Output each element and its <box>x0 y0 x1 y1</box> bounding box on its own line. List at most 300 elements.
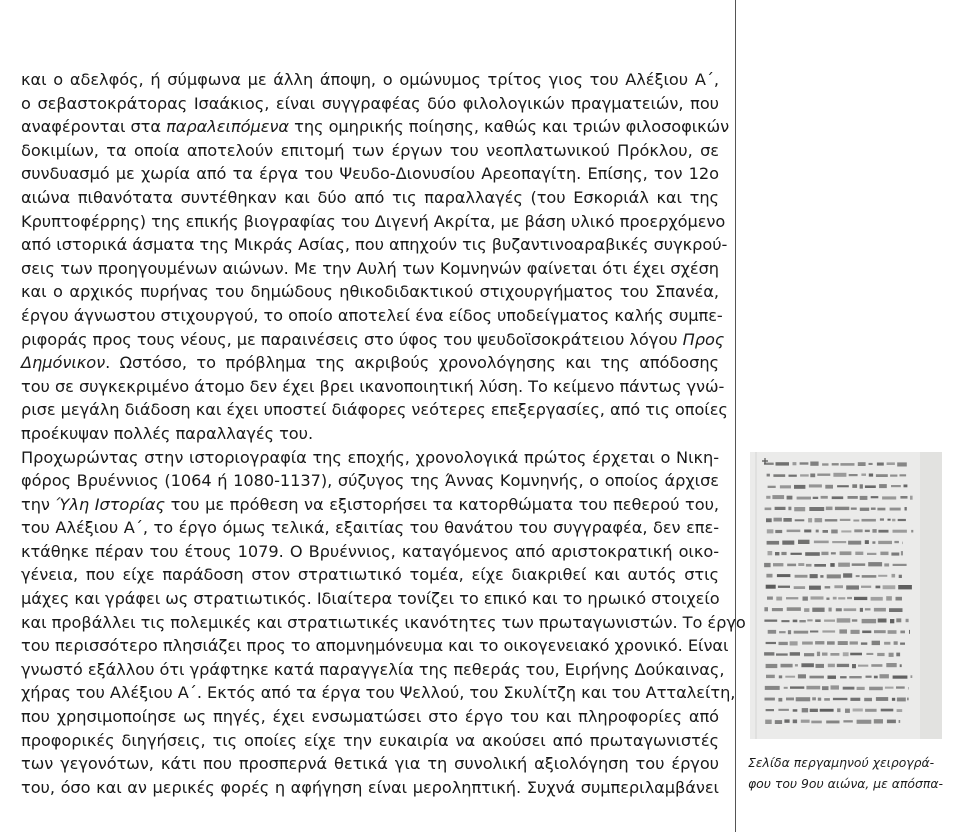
manuscript-stroke <box>887 720 896 724</box>
manuscript-stroke <box>816 530 819 533</box>
manuscript-stroke <box>840 519 851 521</box>
manuscript-stroke <box>878 530 888 533</box>
text-line <box>21 634 729 658</box>
manuscript-stroke <box>843 573 852 577</box>
manuscript-stroke <box>806 564 812 567</box>
manuscript-stroke <box>869 463 873 465</box>
manuscript-stroke <box>854 597 867 600</box>
manuscript-stroke <box>767 541 780 545</box>
manuscript-stroke <box>794 485 805 489</box>
manuscript-stroke <box>893 676 908 679</box>
text-line <box>21 611 746 635</box>
manuscript-stroke <box>820 709 834 712</box>
text-line <box>21 398 728 422</box>
manuscript-stroke <box>766 496 770 499</box>
text-line <box>21 540 719 564</box>
manuscript-stroke <box>896 618 901 622</box>
manuscript-stroke <box>893 564 907 566</box>
text-line <box>21 446 719 470</box>
manuscript-stroke <box>794 586 805 589</box>
manuscript-stroke <box>764 652 774 655</box>
manuscript-stroke <box>878 619 887 623</box>
manuscript-stroke <box>884 563 889 566</box>
manuscript-stroke <box>820 575 823 578</box>
manuscript-stroke <box>832 496 844 499</box>
manuscript-stroke <box>871 597 883 601</box>
manuscript-stroke <box>804 653 814 656</box>
manuscript-stroke <box>799 620 805 622</box>
manuscript-stroke <box>911 675 913 678</box>
manuscript-stroke <box>902 542 903 545</box>
manuscript-stroke <box>764 620 777 622</box>
text-line <box>21 681 736 705</box>
manuscript-stroke <box>868 562 882 566</box>
manuscript-stroke <box>809 586 821 590</box>
manuscript-stroke <box>826 507 833 511</box>
manuscript-stroke <box>783 518 791 522</box>
manuscript-stroke <box>785 676 795 678</box>
manuscript-stroke <box>817 652 820 656</box>
manuscript-stroke <box>801 663 814 667</box>
manuscript-stroke <box>861 642 867 644</box>
manuscript-stroke <box>833 473 846 477</box>
text-line <box>21 516 719 540</box>
manuscript-stroke <box>877 653 884 656</box>
manuscript-stroke <box>814 564 826 567</box>
manuscript-stroke <box>828 676 837 679</box>
manuscript-stroke <box>874 676 878 679</box>
manuscript-stroke <box>791 553 802 555</box>
manuscript-stroke <box>849 474 858 476</box>
manuscript-stroke <box>767 474 770 477</box>
manuscript-stroke <box>872 529 876 533</box>
manuscript-stroke <box>833 698 848 700</box>
manuscript-stroke <box>766 585 776 589</box>
manuscript-stroke <box>801 720 810 723</box>
manuscript-stroke <box>876 474 888 477</box>
manuscript-stroke <box>886 596 892 600</box>
manuscript-stroke <box>764 563 771 567</box>
manuscript-stroke <box>853 709 863 712</box>
manuscript-stroke <box>766 642 776 644</box>
italic-title-span: Προς <box>682 329 725 349</box>
manuscript-stroke <box>900 643 905 645</box>
manuscript-stroke <box>774 518 782 522</box>
manuscript-stroke <box>811 721 822 724</box>
manuscript-stroke <box>880 518 884 520</box>
text-span: αναφέρονται στα <box>21 117 167 137</box>
text-line <box>21 257 719 281</box>
manuscript-stroke <box>824 698 830 701</box>
text-line <box>21 186 719 210</box>
manuscript-stroke <box>853 520 859 522</box>
manuscript-stroke <box>879 484 887 488</box>
manuscript-stroke <box>833 597 837 600</box>
text-span: και ο αρχικός πυρήνας του δημώδους ηθικοδιδακτικού στιχουργήματος του Σπανέα, <box>21 282 719 302</box>
manuscript-image <box>750 452 942 739</box>
manuscript-stroke <box>812 608 824 612</box>
text-span: κτάθηκε πέραν του έτους 1079. Ο Βρυέννιος, καταγόμενος από αριστοκρατική οικο- <box>21 541 719 561</box>
manuscript-stroke <box>814 541 829 544</box>
manuscript-stroke <box>890 619 894 623</box>
manuscript-stroke <box>880 674 889 678</box>
manuscript-stroke <box>855 552 863 555</box>
manuscript-stroke <box>881 709 894 712</box>
manuscript-stroke <box>900 631 905 634</box>
manuscript-stroke <box>794 507 805 511</box>
manuscript-stroke <box>844 608 857 611</box>
manuscript-stroke <box>822 653 828 656</box>
manuscript-stroke <box>882 496 896 499</box>
manuscript-stroke <box>802 642 813 645</box>
manuscript-stroke <box>907 698 908 701</box>
manuscript-stroke <box>837 485 849 487</box>
manuscript-stroke <box>865 540 869 544</box>
manuscript-stroke <box>787 530 801 533</box>
manuscript-stroke <box>865 608 871 610</box>
manuscript-stroke <box>787 496 793 500</box>
manuscript-stroke <box>896 597 903 601</box>
manuscript-stroke <box>889 653 894 657</box>
text-span: προφορικές διηγήσεις, τις οποίες είχε την ευκαιρία να ακούσει από πρωταγωνιστές <box>21 730 719 750</box>
manuscript-stroke <box>826 721 839 724</box>
text-line <box>21 328 725 352</box>
text-line <box>21 705 719 729</box>
manuscript-stroke <box>778 586 790 588</box>
text-line <box>21 139 719 163</box>
caption-line-2: φου του 9ου αιώνα, με απόσπα- <box>748 776 943 791</box>
manuscript-stroke <box>810 462 818 466</box>
manuscript-stroke <box>857 687 865 690</box>
text-span: ο σεβαστοκράτορας Ισαάκιος, είναι συγγραφέας δύο φιλολογικών πραγματειών, που <box>21 93 719 113</box>
manuscript-stroke <box>784 687 788 689</box>
manuscript-stroke <box>860 508 869 511</box>
italic-title-span: παραλειπόμενα <box>166 117 290 137</box>
text-span: του Αλέξιου Α΄, το έργο όμως τελικά, εξαιτίας του θανάτου του συγγραφέα, δεν επε- <box>21 518 719 538</box>
manuscript-stroke <box>883 585 896 589</box>
manuscript-stroke <box>800 462 809 464</box>
manuscript-stroke <box>798 674 806 678</box>
manuscript-stroke <box>815 619 821 622</box>
manuscript-stroke <box>817 474 830 476</box>
manuscript-stroke <box>848 496 858 499</box>
text-line <box>21 563 719 587</box>
manuscript-stroke <box>843 720 852 722</box>
manuscript-stroke <box>766 709 774 711</box>
manuscript-stroke <box>779 675 782 678</box>
manuscript-stroke <box>825 519 838 521</box>
text-span: έργου άγνωστου στιχουργού, το οποίο αποτελεί ένα είδος υποδείγματος καλής συμπε- <box>21 305 723 325</box>
text-line <box>21 422 719 446</box>
manuscript-stroke <box>894 641 898 645</box>
text-line <box>21 304 723 328</box>
manuscript-stroke <box>885 687 894 689</box>
text-line <box>21 115 730 139</box>
manuscript-stroke <box>800 474 809 476</box>
manuscript-stroke <box>897 462 907 466</box>
manuscript-stroke <box>818 698 821 701</box>
manuscript-stroke <box>827 574 841 578</box>
manuscript-stroke <box>910 496 913 500</box>
manuscript-stroke <box>788 630 791 634</box>
manuscript-stroke <box>825 485 833 489</box>
manuscript-stroke <box>899 575 902 578</box>
manuscript-stroke <box>830 563 834 567</box>
manuscript-stroke <box>775 507 786 510</box>
manuscript-stroke <box>852 664 856 668</box>
text-line <box>21 210 726 234</box>
manuscript-stroke <box>789 475 797 477</box>
manuscript-stroke <box>830 653 839 656</box>
manuscript-stroke <box>766 574 772 578</box>
manuscript-stroke <box>837 708 840 712</box>
manuscript-stroke <box>871 496 879 498</box>
text-line <box>21 351 719 375</box>
manuscript-stroke <box>772 495 784 499</box>
manuscript-stroke <box>798 540 810 544</box>
manuscript-stroke <box>847 597 852 599</box>
manuscript-stroke <box>894 541 899 543</box>
manuscript-stroke <box>850 641 858 644</box>
manuscript-stroke <box>804 530 811 533</box>
manuscript-stroke <box>878 575 887 577</box>
manuscript-stroke <box>787 564 796 567</box>
manuscript-stroke <box>765 698 775 701</box>
manuscript-stroke <box>788 507 791 511</box>
manuscript-stroke <box>874 719 883 723</box>
manuscript-stroke <box>874 608 886 612</box>
manuscript-stroke <box>869 474 873 477</box>
manuscript-stroke <box>831 530 838 534</box>
manuscript-stroke <box>786 698 794 701</box>
text-span: γένεια, που είχε παράδοση στον στρατιωτικό τομέα, είχε διακριθεί και αυτός στις <box>21 565 719 585</box>
manuscript-stroke <box>822 630 835 632</box>
caption-line-1: Σελίδα περγαμηνού χειρογρά- <box>748 755 935 770</box>
manuscript-stroke <box>872 641 880 645</box>
manuscript-stroke <box>802 708 808 712</box>
manuscript-stroke <box>909 630 910 634</box>
manuscript-stroke <box>810 574 818 578</box>
manuscript-stroke <box>878 541 892 544</box>
manuscript-stroke <box>781 620 789 622</box>
manuscript-stroke <box>871 508 876 510</box>
manuscript-stroke <box>896 686 905 688</box>
manuscript-stroke <box>815 641 824 644</box>
manuscript-stroke <box>782 541 794 545</box>
manuscript-stroke <box>795 519 805 521</box>
manuscript-stroke <box>858 665 868 667</box>
text-span: και ο αδελφός, ή σύμφωνα με άλλη άποψη, ο ομώνυμος τρίτος γιος του Αλέξιου Α΄, <box>21 70 719 89</box>
manuscript-stroke <box>893 530 907 533</box>
manuscript-stroke <box>897 698 906 702</box>
manuscript-stroke <box>857 720 872 724</box>
italic-title-span: Ύλη Ιστορίας <box>55 494 165 514</box>
manuscript-stroke <box>821 552 828 555</box>
manuscript-stroke <box>766 675 775 678</box>
manuscript-stroke <box>865 530 870 532</box>
text-line <box>21 68 719 92</box>
manuscript-stroke <box>773 563 783 566</box>
text-span: του με πρόθεση να εξιστορήσει τα κατορθώματα του πεθερού του, <box>164 494 719 514</box>
manuscript-stroke <box>851 630 860 634</box>
manuscript-stroke <box>816 664 825 668</box>
manuscript-stroke <box>765 686 780 690</box>
manuscript-stroke <box>841 530 851 532</box>
manuscript-stroke <box>790 652 800 656</box>
manuscript-stroke <box>891 485 901 487</box>
text-span: και προβάλλει τις πολεμικές και στρατιωτικές ικανότητες των πρωταγωνιστών. Το έργο <box>21 612 746 632</box>
manuscript-stroke <box>767 597 773 600</box>
text-span: δοκιμίων, τα οποία αποτελούν επιτομή των έργων του νεοπλατωνικού Πρόκλου, σε <box>21 140 719 160</box>
text-line <box>21 493 719 517</box>
manuscript-stroke <box>772 608 783 611</box>
text-span: μάχες και γράφει ως στρατιωτικός. Ιδιαίτερα τονίζει το επικό και το ηρωικό στοιχείο <box>21 589 720 609</box>
manuscript-stroke <box>787 607 801 611</box>
manuscript-stroke <box>822 463 828 465</box>
text-span: αιώνα πιθανότατα συντέθηκαν και δύο από τις παραλλαγές (του Εσκοριάλ και της <box>21 187 719 207</box>
manuscript-stroke <box>828 664 835 668</box>
manuscript-stroke <box>824 620 835 622</box>
text-line <box>21 587 719 611</box>
manuscript-stroke <box>822 686 829 690</box>
manuscript-stroke <box>768 551 773 555</box>
manuscript-stroke <box>797 497 811 500</box>
manuscript-stroke <box>835 507 849 510</box>
text-span: προέκυψαν πολλές παραλλαγές του. <box>21 423 314 443</box>
manuscript-stroke <box>775 552 779 555</box>
manuscript-stroke <box>821 496 828 499</box>
manuscript-stroke <box>810 676 824 679</box>
manuscript-stroke <box>767 529 774 533</box>
manuscript-stroke <box>838 563 850 567</box>
manuscript-stroke <box>897 709 903 712</box>
manuscript-stroke <box>900 474 907 476</box>
text-span: την <box>21 494 56 514</box>
manuscript-stroke <box>793 620 798 623</box>
manuscript-stroke <box>886 663 896 667</box>
manuscript-stroke <box>871 664 882 667</box>
manuscript-stroke <box>862 619 877 623</box>
manuscript-stroke <box>803 597 808 601</box>
manuscript-stroke <box>865 709 877 712</box>
manuscript-stroke <box>896 653 900 657</box>
manuscript-stroke <box>840 463 854 466</box>
manuscript-stroke <box>864 698 872 701</box>
figure-caption <box>748 752 954 794</box>
manuscript-stroke <box>798 563 804 566</box>
manuscript-stroke <box>768 630 776 634</box>
manuscript-stroke <box>862 631 871 634</box>
manuscript-stroke <box>890 508 901 511</box>
manuscript-stroke <box>852 563 866 566</box>
manuscript-stroke <box>861 474 866 476</box>
manuscript-stroke <box>892 698 895 701</box>
manuscript-stroke <box>766 664 778 668</box>
manuscript-stroke <box>898 519 906 521</box>
manuscript-stroke <box>768 486 776 488</box>
manuscript-stroke <box>890 475 897 477</box>
manuscript-stroke <box>804 608 809 612</box>
manuscript-stroke <box>810 474 815 478</box>
manuscript-stroke <box>854 529 862 532</box>
manuscript-stroke <box>831 685 840 689</box>
manuscript-stroke <box>794 631 809 634</box>
manuscript-stroke <box>765 508 772 511</box>
text-span: των γεγονότων, κάτι που προσπερνά θετικά για τη συνολική αξιολόγηση του έργου <box>21 754 719 774</box>
body-text <box>21 68 746 799</box>
manuscript-stroke <box>829 608 832 612</box>
manuscript-stroke <box>900 496 907 499</box>
manuscript-stroke <box>906 619 909 622</box>
manuscript-stroke <box>825 586 831 588</box>
manuscript-stroke <box>776 653 788 655</box>
text-span: γνωστό εξάλλου ότι γράφτηκε κατά παραγγελία της πεθεράς του, Ειρήνης Δούκαινας, <box>21 659 725 679</box>
manuscript-stroke <box>866 676 872 678</box>
manuscript-stroke <box>904 485 908 488</box>
manuscript-stroke <box>786 597 798 599</box>
manuscript-stroke <box>892 519 895 522</box>
manuscript-stroke <box>865 485 876 488</box>
manuscript-stroke <box>838 597 845 599</box>
manuscript-stroke <box>876 697 888 701</box>
manuscript-stroke <box>790 641 798 645</box>
margin-divider <box>735 0 736 832</box>
text-line <box>21 469 719 493</box>
manuscript-stroke <box>849 676 861 678</box>
manuscript-stroke <box>778 709 789 711</box>
manuscript-stroke <box>862 519 876 522</box>
manuscript-stroke <box>884 642 890 645</box>
manuscript-stroke <box>790 686 804 688</box>
manuscript-stroke <box>831 552 836 554</box>
text-span: Προχωρώντας στην ιστοριογραφία της εποχής, χρονολογικά πρώτος έρχεται ο Νικη- <box>21 447 719 467</box>
text-line <box>21 92 719 116</box>
text-span: που χρησιμοποίησε ως πηγές, έχει ενσωματώσει στο έργο του και πληροφορίες από <box>21 707 719 727</box>
manuscript-stroke <box>827 641 835 644</box>
manuscript-stroke <box>888 519 891 521</box>
manuscript-stroke <box>776 462 790 465</box>
manuscript-stroke <box>781 552 786 555</box>
text-line <box>21 752 719 776</box>
manuscript-stroke <box>775 720 782 724</box>
manuscript-stroke <box>837 664 849 667</box>
manuscript-stroke <box>777 574 791 577</box>
manuscript-stroke <box>867 553 876 555</box>
manuscript-stroke <box>872 541 875 544</box>
text-span: φόρος Βρυέννιος (1064 ή 1080-1137), σύζυγος της Άννας Κομνηνής, ο οποίος άρχισε <box>21 471 719 491</box>
manuscript-stroke <box>901 551 903 555</box>
manuscript-stroke <box>810 631 818 633</box>
manuscript-stroke <box>911 530 913 533</box>
manuscript-stroke <box>860 608 863 612</box>
manuscript-stroke <box>775 530 782 533</box>
manuscript-stroke <box>852 484 857 488</box>
manuscript-stroke <box>765 720 772 724</box>
manuscript-stroke <box>773 474 785 477</box>
manuscript-stroke <box>858 462 866 466</box>
manuscript-stroke <box>795 575 808 578</box>
manuscript-stroke <box>888 630 897 634</box>
manuscript-stroke <box>898 585 912 589</box>
text-span: από ιστορικά άσματα της Μικράς Ασίας, που απηχούν τις βυζαντινοαραβικές συγκρού- <box>21 235 728 255</box>
manuscript-stroke <box>764 607 768 611</box>
manuscript-stroke <box>813 497 819 499</box>
manuscript-stroke <box>806 686 820 690</box>
text-span: συνδυασμό με χωρία από τα έργα του Ψευδο-Διονυσίου Αρεοπαγίτη. Επίσης, τον 12ο <box>21 164 719 184</box>
manuscript-stroke <box>793 720 797 724</box>
text-line <box>21 162 719 186</box>
manuscript-stroke <box>779 642 788 645</box>
